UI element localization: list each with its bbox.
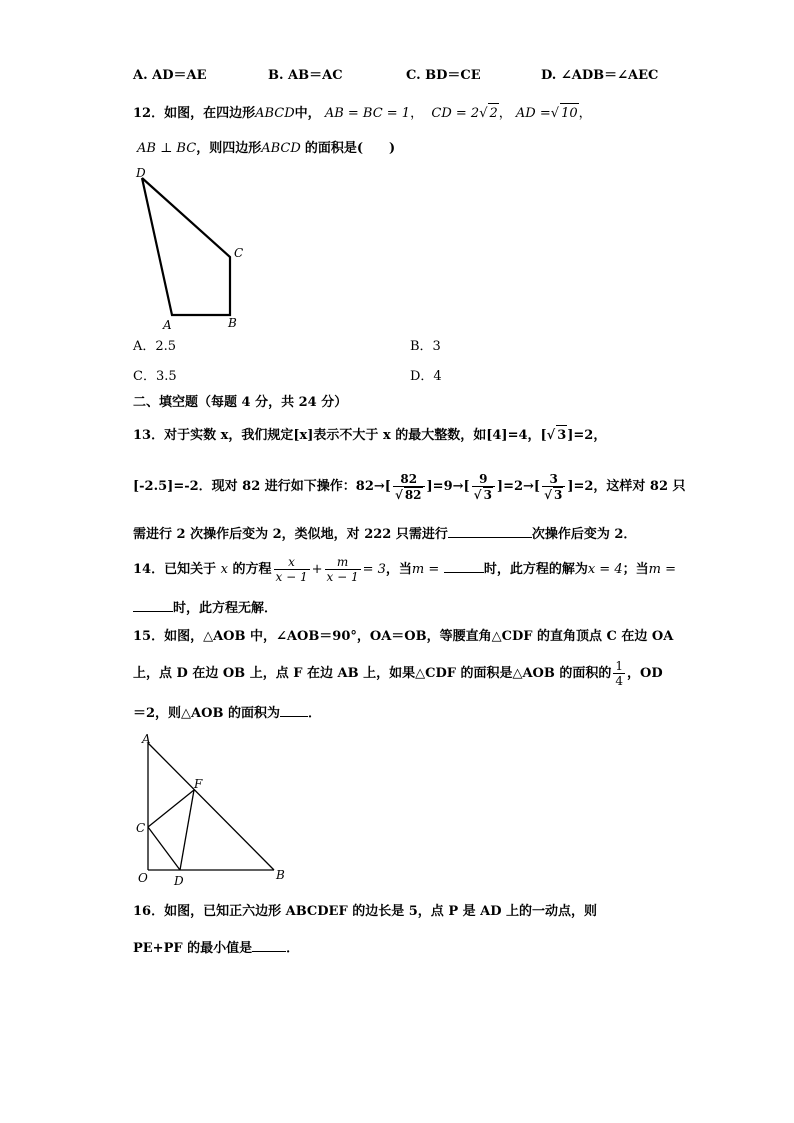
q12-sep3: ，: [578, 106, 592, 121]
q12-quadrilateral-edges: [142, 178, 230, 315]
q15-label-f: F: [194, 777, 203, 791]
q13-answer-blank[interactable]: [448, 523, 532, 538]
q13-line2-c: ]=2→[: [496, 479, 541, 494]
q14-line2-text: 时，此方程无解．: [173, 601, 278, 616]
q11-option-c: C. BD＝CE: [406, 68, 481, 83]
q15-fraction: [613, 659, 625, 688]
q16-answer-blank[interactable]: [252, 937, 286, 952]
q13-frac1-num: 82: [393, 472, 425, 487]
q15-label-d: D: [174, 874, 184, 888]
q14-m2: m =: [648, 562, 676, 577]
q14-f2-num: m: [325, 555, 361, 570]
q11-option-b: B. AB＝AC: [268, 68, 343, 83]
q11-option-a: A. AD＝AE: [133, 68, 207, 83]
q15-answer-blank[interactable]: [280, 702, 308, 717]
q16-line2-a: PE+PF 的最小值是: [133, 941, 253, 956]
q13-fraction-1: $\frac{82}{√ 82}$: [393, 472, 425, 502]
q15-label-b: B: [276, 868, 285, 882]
q13-frac3-den: 3: [553, 487, 563, 502]
q12-cond2: CD = 2: [431, 106, 480, 121]
q12-label-b: B: [228, 316, 237, 330]
q15-label-o: O: [138, 871, 148, 885]
q13-line1-b: ]=2，: [567, 428, 607, 443]
q12-option-a: A．2.5: [133, 339, 177, 354]
q15-frac-num: 1: [615, 659, 624, 673]
q14-d: 时，此方程的解为: [483, 562, 588, 577]
q15-line3-a: ＝2，则△AOB 的面积为: [133, 706, 280, 721]
q13-line3-a: 需进行 2 次操作后变为 2，类似地，对 222 只需进行: [133, 527, 448, 542]
q14-blank-1[interactable]: [444, 558, 484, 573]
q13-frac2-den: 3: [483, 487, 492, 502]
q12-line2-text: ，则四边形: [196, 141, 262, 156]
q12-label-a: A: [163, 318, 172, 332]
q12-quadrilateral-figure: [130, 162, 260, 337]
q12-cond3-radicand: 10: [560, 103, 579, 124]
q16-line2: [133, 937, 299, 959]
q13-line3: [133, 523, 636, 545]
q15-line3: [133, 702, 321, 724]
q13-fraction-2: $\frac{9}{√ 3}$: [472, 472, 495, 502]
q14-f1-den: x − 1: [275, 570, 308, 584]
q14-eq: = 3: [362, 562, 386, 577]
q12-option-b: B．3: [410, 339, 441, 354]
q12-line2-tail: 的面积是( ): [304, 141, 396, 156]
q13-frac2-num: 9: [472, 472, 495, 487]
q12-cond3: AD =: [515, 106, 551, 121]
q14-blank-2[interactable]: [133, 597, 173, 612]
q11-option-d: D. ∠ADB＝∠AEC: [541, 68, 659, 83]
q13-line2-a: [-2.5]=-2．现对 82 进行如下操作：82→[: [133, 479, 391, 494]
q16-line1: 16．如图，已知正六边形 ABCDEF 的边长是 5，点 P 是 AD 上的一动点，则: [133, 904, 598, 919]
q15-label-c: C: [136, 821, 146, 835]
q13-line1-a: 13．对于实数 x，我们规定[x]表示不大于 x 的最大整数，如[4]=4，[: [133, 428, 547, 443]
q14-line2: [133, 597, 277, 619]
q12-label-c: C: [234, 246, 244, 260]
q15-label-a: A: [142, 732, 151, 746]
q13-fraction-3: $\frac{3}{√ 3}$: [542, 472, 565, 502]
q14-a: 14．已知关于: [133, 562, 217, 577]
q13-line3-b: 次操作后变为 2．: [531, 527, 637, 542]
q12-option-d: D．4: [410, 369, 442, 384]
q14-m1: m =: [411, 562, 440, 577]
q12-question-line1: 12．如图，在四边形ABCD中， AB = BC = 1， CD = 2√ 2， AD =√ 10，: [133, 103, 592, 124]
q13-line2-d: ]=2，这样对 82 只: [567, 479, 686, 494]
q12-shape: ABCD: [255, 106, 295, 121]
q15-frac-den: 4: [615, 674, 624, 688]
q15-line2-b: ，OD: [627, 666, 663, 681]
q14-sol: x = 4: [587, 562, 623, 577]
q14-fraction-1: [274, 555, 310, 584]
q14-b: 的方程: [232, 562, 272, 577]
q13-frac1-den: 82: [404, 487, 422, 502]
q15-line2-a: 上，点 D 在边 OB 上，点 F 在边 AB 上，如果△CDF 的面积是△AOB 的面积的: [133, 666, 612, 681]
q13-line1: 13．对于实数 x，我们规定[x]表示不大于 x 的最大整数，如[4]=4，[√ 3]=2，: [133, 425, 606, 446]
q14-f2-den: x − 1: [326, 570, 359, 584]
q13-line2-b: ]=9→[: [426, 479, 470, 494]
q13-line2: [133, 470, 686, 504]
q13-frac3-num: 3: [542, 472, 565, 487]
q14-c: ，当: [385, 562, 412, 577]
q14-fraction-2: [325, 555, 361, 584]
q12-line2-cond: AB ⊥ BC: [137, 141, 197, 156]
q12-sep1: ，: [410, 106, 424, 121]
q12-cond2-radicand: 2: [488, 103, 498, 124]
q14-plus: +: [311, 562, 323, 577]
q14-e: ；当: [622, 562, 649, 577]
q14-var: x: [220, 562, 228, 577]
q12-question-line2: [137, 139, 395, 159]
q16-line2-b: ．: [286, 941, 300, 956]
q12-mid: 中，: [294, 106, 321, 121]
q12-line2-shape: ABCD: [261, 141, 301, 156]
q13-line1-radicand: 3: [556, 425, 567, 446]
q15-line3-b: ．: [307, 706, 321, 721]
q15-line1: 15．如图，△AOB 中，∠AOB＝90°，OA＝OB，等腰直角△CDF 的直角顶点 C 在边 OA: [133, 629, 674, 644]
q15-triangle-figure: [132, 728, 297, 893]
section-heading-fill-in: 二、填空题（每题 4 分，共 24 分）: [133, 395, 348, 410]
q15-line2: [133, 657, 663, 691]
q12-label-d: D: [136, 166, 146, 180]
q12-option-c: C．3.5: [133, 369, 177, 384]
q12-sep2: ，: [498, 106, 512, 121]
q12-cond1: AB = BC = 1: [324, 106, 411, 121]
q12-prefix: 12．如图，在四边形: [133, 106, 256, 121]
q14-line1: [133, 552, 676, 588]
q14-f1-num: x: [274, 555, 310, 570]
